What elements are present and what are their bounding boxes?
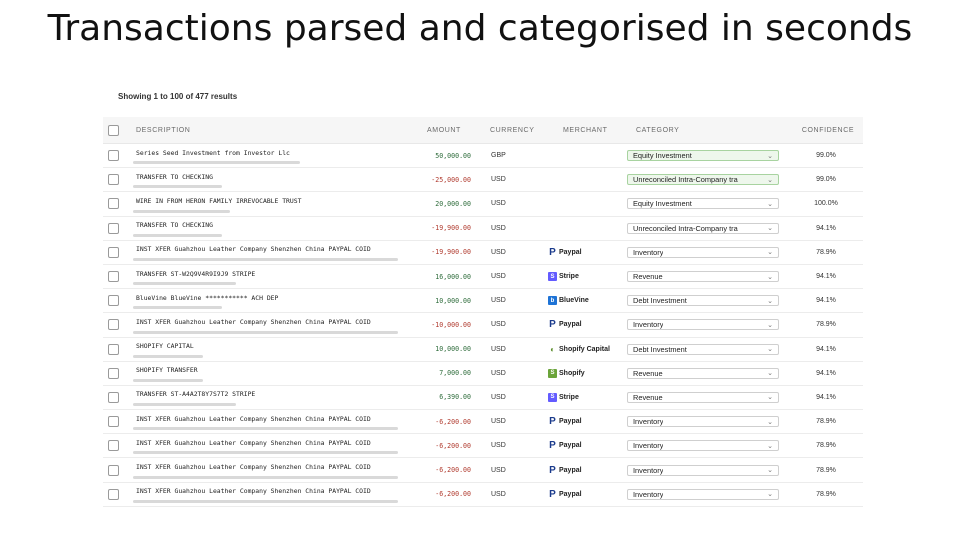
transaction-currency: USD: [491, 176, 506, 184]
merchant: [548, 393, 579, 402]
amount-cell: [403, 386, 471, 409]
transaction-currency: USD: [491, 490, 506, 498]
transaction-currency: USD: [491, 466, 506, 474]
table-row[interactable]: [103, 144, 863, 168]
amount-cell: [403, 289, 471, 312]
confidence-cell: [791, 265, 861, 288]
row-checkbox[interactable]: [108, 198, 119, 209]
chevron-down-icon: ⌄: [767, 418, 773, 426]
table-row[interactable]: [103, 217, 863, 241]
chevron-down-icon: ⌄: [767, 467, 773, 475]
merchant-name: Paypal: [559, 490, 582, 498]
confidence-cell: [791, 168, 861, 191]
transaction-description: Series Seed Investment from Investor Llc: [136, 148, 290, 157]
row-checkbox[interactable]: [108, 271, 119, 282]
transaction-currency: USD: [491, 248, 506, 256]
header-category[interactable]: CATEGORY: [636, 126, 680, 134]
transaction-description: TRANSFER TO CHECKING: [136, 172, 213, 181]
category-value: Inventory: [633, 441, 664, 451]
category-value: Inventory: [633, 320, 664, 330]
description-underline: [133, 403, 236, 406]
description-underline: [133, 161, 300, 164]
transaction-amount: -6,200.00: [435, 441, 471, 450]
merchant-cell: [548, 217, 623, 240]
amount-cell: [403, 362, 471, 385]
row-select-cell: [108, 168, 120, 191]
table-row[interactable]: [103, 458, 863, 482]
category-select[interactable]: [627, 271, 779, 282]
confidence-cell: [791, 289, 861, 312]
merchant: [548, 296, 589, 305]
category-value: Revenue: [633, 272, 663, 282]
currency-cell: [491, 168, 531, 191]
merchant-cell: [548, 168, 623, 191]
category-select[interactable]: [627, 150, 779, 161]
category-cell: [627, 289, 783, 312]
category-value: Revenue: [633, 392, 663, 402]
confidence-cell: [791, 362, 861, 385]
table-row[interactable]: [103, 434, 863, 458]
row-checkbox[interactable]: [108, 440, 119, 451]
row-checkbox[interactable]: [108, 489, 119, 500]
confidence-value: 100.0%: [814, 200, 838, 208]
transaction-amount: -6,200.00: [435, 466, 471, 475]
currency-cell: [491, 362, 531, 385]
transaction-amount: 6,390.00: [439, 393, 471, 402]
transaction-amount: 50,000.00: [435, 151, 471, 160]
table-body: [103, 144, 863, 507]
row-select-cell: [108, 144, 120, 167]
merchant-name: Paypal: [559, 466, 582, 474]
row-checkbox[interactable]: [108, 174, 119, 185]
paypal-icon: P: [549, 416, 556, 428]
row-checkbox[interactable]: [108, 392, 119, 403]
stripe-icon: S: [548, 393, 557, 402]
description-underline: [133, 355, 203, 358]
category-value: Unreconciled Intra-Company tra: [633, 175, 738, 185]
transaction-currency: USD: [491, 393, 506, 401]
currency-cell: [491, 313, 531, 336]
category-value: Debt Investment: [633, 344, 687, 354]
category-cell: [627, 192, 783, 215]
confidence-cell: [791, 386, 861, 409]
confidence-value: 78.9%: [816, 321, 836, 329]
results-count: Showing 1 to 100 of 477 results: [118, 92, 238, 101]
confidence-value: 94.1%: [816, 297, 836, 305]
category-select[interactable]: [627, 465, 779, 476]
merchant: [548, 417, 582, 426]
row-checkbox[interactable]: [108, 368, 119, 379]
currency-cell: [491, 338, 531, 361]
chevron-down-icon: ⌄: [767, 346, 773, 354]
description-underline: [133, 282, 236, 285]
chevron-down-icon: ⌄: [767, 225, 773, 233]
merchant-name: BlueVine: [559, 297, 589, 305]
chevron-down-icon: ⌄: [767, 394, 773, 402]
amount-cell: [403, 192, 471, 215]
transaction-description: INST XFER Guahzhou Leather Company Shenzhen China PAYPAL COID: [136, 245, 371, 254]
transactions-table: [103, 117, 863, 507]
merchant-cell: [548, 192, 623, 215]
category-select[interactable]: [627, 416, 779, 427]
amount-cell: [403, 434, 471, 457]
category-value: Unreconciled Intra-Company tra: [633, 223, 738, 233]
category-select[interactable]: [627, 489, 779, 500]
stripe-icon: S: [548, 272, 557, 281]
transaction-description: INST XFER Guahzhou Leather Company Shenzhen China PAYPAL COID: [136, 414, 371, 423]
category-value: Inventory: [633, 489, 664, 499]
transaction-currency: USD: [491, 345, 506, 353]
amount-cell: [403, 313, 471, 336]
category-cell: [627, 313, 783, 336]
category-select[interactable]: [627, 198, 779, 209]
transaction-currency: USD: [491, 200, 506, 208]
paypal-icon: P: [549, 246, 556, 258]
merchant: [548, 490, 582, 499]
currency-cell: [491, 144, 531, 167]
row-select-cell: [108, 386, 120, 409]
transaction-currency: USD: [491, 418, 506, 426]
paypal-icon: P: [549, 319, 556, 331]
transaction-description: TRANSFER ST-W2Q9V4R9I9J9 STRIPE: [136, 269, 256, 278]
header-description[interactable]: DESCRIPTION: [136, 126, 191, 134]
table-row[interactable]: [103, 313, 863, 337]
transaction-amount: -19,900.00: [431, 248, 471, 257]
merchant-cell: [548, 313, 623, 336]
confidence-value: 94.1%: [816, 393, 836, 401]
description-underline: [133, 500, 398, 503]
merchant-cell: [548, 386, 623, 409]
amount-cell: [403, 483, 471, 506]
confidence-cell: [791, 144, 861, 167]
transaction-description: TRANSFER ST-A4A2T8Y7S7T2 STRIPE: [136, 390, 256, 399]
table-row[interactable]: [103, 410, 863, 434]
transaction-currency: GBP: [491, 152, 506, 160]
merchant-cell: [548, 338, 623, 361]
transaction-description: INST XFER Guahzhou Leather Company Shenzhen China PAYPAL COID: [136, 317, 371, 326]
table-row[interactable]: [103, 289, 863, 313]
amount-cell: [403, 144, 471, 167]
description-underline: [133, 258, 398, 261]
amount-cell: [403, 458, 471, 481]
amount-cell: [403, 217, 471, 240]
table-row[interactable]: [103, 362, 863, 386]
merchant-name: Shopify Capital: [559, 345, 610, 353]
confidence-value: 78.9%: [816, 466, 836, 474]
category-cell: [627, 458, 783, 481]
category-select[interactable]: [627, 344, 779, 355]
amount-cell: [403, 410, 471, 433]
row-checkbox[interactable]: [108, 295, 119, 306]
row-select-cell: [108, 338, 120, 361]
chevron-down-icon: ⌄: [767, 442, 773, 450]
currency-cell: [491, 410, 531, 433]
category-cell: [627, 168, 783, 191]
transaction-currency: USD: [491, 369, 506, 377]
chevron-down-icon: ⌄: [767, 249, 773, 257]
category-value: Equity Investment: [633, 199, 692, 209]
table-header: [103, 117, 863, 144]
table-row[interactable]: [103, 483, 863, 507]
transaction-description: SHOPIFY TRANSFER: [136, 366, 198, 375]
category-cell: [627, 144, 783, 167]
confidence-cell: [791, 483, 861, 506]
shopify-icon: S: [548, 369, 557, 378]
chevron-down-icon: ⌄: [767, 152, 773, 160]
currency-cell: [491, 217, 531, 240]
row-select-cell: [108, 289, 120, 312]
currency-cell: [491, 434, 531, 457]
transaction-amount: -25,000.00: [431, 175, 471, 184]
transaction-currency: USD: [491, 224, 506, 232]
category-select[interactable]: [627, 295, 779, 306]
transaction-description: INST XFER Guahzhou Leather Company Shenzhen China PAYPAL COID: [136, 463, 371, 472]
transaction-currency: USD: [491, 442, 506, 450]
currency-cell: [491, 289, 531, 312]
category-select[interactable]: [627, 174, 779, 185]
confidence-value: 78.9%: [816, 442, 836, 450]
select-all-checkbox[interactable]: [108, 125, 119, 136]
merchant-cell: [548, 458, 623, 481]
paypal-icon: P: [549, 440, 556, 452]
page-headline: Transactions parsed and categorised in seconds: [47, 8, 913, 49]
confidence-cell: [791, 410, 861, 433]
chevron-down-icon: ⌄: [767, 370, 773, 378]
transaction-description: INST XFER Guahzhou Leather Company Shenzhen China PAYPAL COID: [136, 438, 371, 447]
category-cell: [627, 338, 783, 361]
description-underline: [133, 331, 398, 334]
table-row[interactable]: [103, 241, 863, 265]
table-row[interactable]: [103, 386, 863, 410]
shopify-capital-icon: ◐: [550, 344, 555, 354]
row-checkbox[interactable]: [108, 223, 119, 234]
transaction-amount: -6,200.00: [435, 490, 471, 499]
amount-cell: [403, 265, 471, 288]
transaction-amount: -10,000.00: [431, 320, 471, 329]
merchant-name: Paypal: [559, 248, 582, 256]
confidence-cell: [791, 338, 861, 361]
merchant: [548, 272, 579, 281]
category-select[interactable]: [627, 223, 779, 234]
description-underline: [133, 476, 398, 479]
amount-cell: [403, 241, 471, 264]
category-cell: [627, 483, 783, 506]
description-underline: [133, 185, 222, 188]
row-select-cell: [108, 434, 120, 457]
row-checkbox[interactable]: [108, 465, 119, 476]
select-all-cell: [108, 117, 120, 143]
transaction-amount: 7,000.00: [439, 369, 471, 378]
description-underline: [133, 306, 222, 309]
merchant-name: Paypal: [559, 442, 582, 450]
merchant-cell: [548, 289, 623, 312]
confidence-cell: [791, 241, 861, 264]
description-underline: [133, 210, 230, 213]
category-select[interactable]: [627, 440, 779, 451]
category-value: Inventory: [633, 465, 664, 475]
bluevine-icon: b: [548, 296, 557, 305]
transaction-amount: -19,900.00: [431, 224, 471, 233]
merchant-cell: [548, 265, 623, 288]
transaction-currency: USD: [491, 321, 506, 329]
transaction-description: INST XFER Guahzhou Leather Company Shenzhen China PAYPAL COID: [136, 487, 371, 496]
currency-cell: [491, 265, 531, 288]
currency-cell: [491, 483, 531, 506]
currency-cell: [491, 458, 531, 481]
row-select-cell: [108, 217, 120, 240]
merchant-name: Paypal: [559, 321, 582, 329]
confidence-value: 78.9%: [816, 248, 836, 256]
transaction-description: WIRE IN FROM HERON FAMILY IRREVOCABLE TRUST: [136, 196, 302, 205]
merchant: [548, 369, 585, 378]
confidence-value: 94.1%: [816, 273, 836, 281]
confidence-value: 99.0%: [816, 152, 836, 160]
category-select[interactable]: [627, 392, 779, 403]
header-confidence[interactable]: CONFIDENCE: [801, 126, 855, 134]
category-cell: [627, 434, 783, 457]
header-currency[interactable]: CURRENCY: [490, 126, 535, 134]
row-select-cell: [108, 265, 120, 288]
confidence-value: 99.0%: [816, 176, 836, 184]
chevron-down-icon: ⌄: [767, 200, 773, 208]
merchant-name: Stripe: [559, 393, 579, 401]
category-select[interactable]: [627, 319, 779, 330]
confidence-value: 78.9%: [816, 418, 836, 426]
confidence-cell: [791, 217, 861, 240]
merchant: [548, 345, 610, 354]
merchant-cell: [548, 483, 623, 506]
confidence-cell: [791, 434, 861, 457]
currency-cell: [491, 386, 531, 409]
confidence-cell: [791, 458, 861, 481]
row-checkbox[interactable]: [108, 344, 119, 355]
merchant-cell: [548, 241, 623, 264]
transaction-amount: 16,000.00: [435, 272, 471, 281]
header-merchant[interactable]: MERCHANT: [563, 126, 608, 134]
row-select-cell: [108, 241, 120, 264]
row-select-cell: [108, 458, 120, 481]
category-value: Inventory: [633, 417, 664, 427]
row-checkbox[interactable]: [108, 416, 119, 427]
confidence-cell: [791, 313, 861, 336]
header-amount[interactable]: AMOUNT: [427, 126, 461, 134]
category-select[interactable]: [627, 368, 779, 379]
chevron-down-icon: ⌄: [767, 491, 773, 499]
description-underline: [133, 234, 222, 237]
transaction-amount: 10,000.00: [435, 296, 471, 305]
merchant-cell: [548, 144, 623, 167]
confidence-value: 94.1%: [816, 224, 836, 232]
chevron-down-icon: ⌄: [767, 297, 773, 305]
category-value: Revenue: [633, 368, 663, 378]
transaction-currency: USD: [491, 297, 506, 305]
currency-cell: [491, 241, 531, 264]
currency-cell: [491, 192, 531, 215]
table-row[interactable]: [103, 192, 863, 216]
merchant-name: Paypal: [559, 418, 582, 426]
merchant-cell: [548, 410, 623, 433]
category-select[interactable]: [627, 247, 779, 258]
merchant-cell: [548, 434, 623, 457]
chevron-down-icon: ⌄: [767, 273, 773, 281]
confidence-value: 94.1%: [816, 369, 836, 377]
table-row[interactable]: [103, 265, 863, 289]
table-row[interactable]: [103, 338, 863, 362]
category-cell: [627, 410, 783, 433]
transaction-amount: 20,000.00: [435, 199, 471, 208]
transaction-description: TRANSFER TO CHECKING: [136, 221, 213, 230]
transaction-description: SHOPIFY CAPITAL: [136, 342, 194, 351]
merchant: [548, 466, 582, 475]
merchant-name: Shopify: [559, 369, 585, 377]
row-checkbox[interactable]: [108, 319, 119, 330]
row-select-cell: [108, 362, 120, 385]
category-cell: [627, 386, 783, 409]
table-row[interactable]: [103, 168, 863, 192]
category-cell: [627, 265, 783, 288]
row-checkbox[interactable]: [108, 247, 119, 258]
paypal-icon: P: [549, 464, 556, 476]
transaction-amount: 10,000.00: [435, 345, 471, 354]
row-checkbox[interactable]: [108, 150, 119, 161]
row-select-cell: [108, 313, 120, 336]
confidence-value: 94.1%: [816, 345, 836, 353]
amount-cell: [403, 168, 471, 191]
merchant: [548, 441, 582, 450]
category-value: Inventory: [633, 247, 664, 257]
amount-cell: [403, 338, 471, 361]
row-select-cell: [108, 410, 120, 433]
description-underline: [133, 379, 203, 382]
transaction-description: BlueVine BlueVine *********** ACH DEP: [136, 293, 279, 302]
category-cell: [627, 217, 783, 240]
category-value: Debt Investment: [633, 296, 687, 306]
merchant: [548, 248, 582, 257]
confidence-cell: [791, 192, 861, 215]
chevron-down-icon: ⌄: [767, 321, 773, 329]
merchant-name: Stripe: [559, 273, 579, 281]
transaction-amount: -6,200.00: [435, 417, 471, 426]
chevron-down-icon: ⌄: [767, 176, 773, 184]
paypal-icon: P: [549, 488, 556, 500]
category-cell: [627, 241, 783, 264]
merchant: [548, 320, 582, 329]
row-select-cell: [108, 483, 120, 506]
transaction-currency: USD: [491, 273, 506, 281]
description-underline: [133, 451, 398, 454]
merchant-cell: [548, 362, 623, 385]
category-value: Equity Investment: [633, 151, 692, 161]
row-select-cell: [108, 192, 120, 215]
category-cell: [627, 362, 783, 385]
confidence-value: 78.9%: [816, 490, 836, 498]
description-underline: [133, 427, 398, 430]
